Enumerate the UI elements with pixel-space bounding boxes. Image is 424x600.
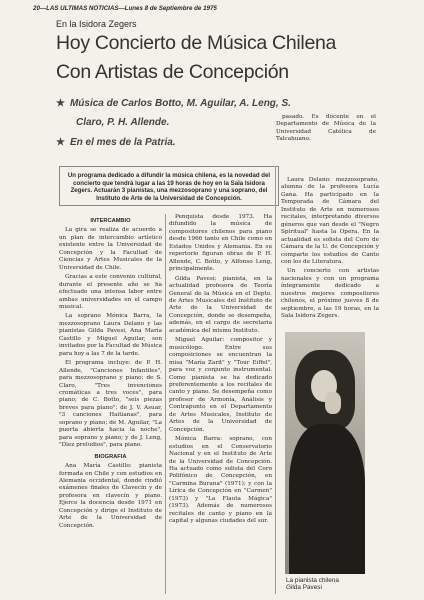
column-1 [59, 214, 162, 600]
subhead-text-2: En el mes de la Patria. [69, 137, 176, 148]
column-divider [165, 214, 166, 594]
paragraph: Laura Delano: mezzosoprano, alumna de la profesora Lucía Gana. Ha participado en la Temporada de Cámara del Instituto de Arte en numerosos recitales, interpretando diversos géneros que van desde el "Negro Spiritual" hasta la Opera. En la actualidad es solista del Coro de Cámara de la U. de Concepción y comparte los estudios de Canto con los de Literatura. [281, 177, 379, 265]
paragraph: La soprano Mónica Barra, la mezzosoprano Laura Delano y las pianistas Gilda Pavesi, Ana María Castillo y Miguel Aguilar, son invitados por la Facultad de Música para hoy a las 7 de la tarde. [59, 313, 162, 357]
paragraph: Gilda Pavesi: pianista, en la actualidad profesora de Teoría General de la Música en el Depto. de Artes Musicales del Instituto de Arte de la Universidad de Concepción, donde se desempeña, además, en el cargo de secretaria académica del mismo Instituto. [169, 275, 272, 334]
photo-hand [325, 392, 341, 414]
subhead-bullet-2 [56, 136, 176, 150]
paragraph: El programa incluye: de P. H. Allende, "Canciones Infantiles", para mezzosoprano y piano; de S. Claro, "Tres invenciones cromáticas a tres voces", para piano; de C. Botto, "seis piezas breves para piano"; de J. V. Asuar, "3 canciones Haitianas", para soprano y piano; de M. Aguilar, "La puerta abierta hacia la noche", para soprano y piano; y de J. Leng, "Diez preludios", para piano. [59, 360, 162, 449]
masthead: 20—LAS ULTIMAS NOTICIAS—Lunes 8 de Septiembre de 1975 [33, 5, 217, 12]
star-icon: ★ [56, 98, 65, 109]
headline-line-1: Hoy Concierto de Música Chilena [56, 32, 337, 54]
pianist-photo [285, 332, 365, 574]
paragraph: Ana María Castillo: pianista formada en Chile y con estudios en Alemania occidental, donde rindió exámenes finales de Clavecín y de profesora en clavecín y piano. Ejerce la docencia desde 1971 en Concepción y dirige el Instituto de Arte de la Universidad de Concepción. [59, 463, 162, 529]
column-2 [169, 214, 272, 600]
subhead-text-1: Música de Carlos Botto, M. Aguilar, A. Leng, S. [69, 98, 291, 109]
paragraph: pasado. Es docente en el Departamento de Música de la Universidad Católica de Talcahuano. [276, 114, 376, 143]
summary-box: Un programa dedicado a difundir la música chilena, es la novedad del concierto que tendrá lugar a las 19 horas de hoy en la Sala Isidora Zegers. Actuarán 3 pianistas, una mezzosoprano y una soprano, del Instituto de Arte de la Universidad de Concepción. [59, 166, 279, 206]
section-subheading: INTERCAMBIO [90, 218, 131, 224]
photo-body [289, 424, 365, 574]
photo-caption [286, 577, 339, 592]
paragraph: Penquista desde 1973. Ha difundido la música de compositores chilenos para piano desde 1966 tanto en Chile como en Estados Unidos y Alemania. En su repertorio figuran obras de P. H. Allende, C. Botto, y Alfonso Leng, principalmente. [169, 214, 272, 273]
subhead-bullet-1-cont: Claro, P. H. Allende. [76, 117, 170, 128]
paragraph: La gira se realiza de acuerdo a un plan de intercambio artístico existente entre la Universidad de Concepción y la Facultad de Ciencias y Artes Musicales de la Universidad de Chile. [59, 227, 162, 271]
column-3-top [276, 114, 376, 162]
paragraph: Un concierto con artistas nacionales y con un programa íntegramente dedicado a nuestros mejores compositores chilenos, el próximo jueves 8 de septiembre, a las 19 horas, en la Sala Isidora Zegers. [281, 268, 379, 320]
caption-line-1: La pianista chilena [286, 577, 339, 584]
paragraph: Gracias a este convenio cultural, durante el presente año se ha efectuado una intensa labor entre ambas universidades en el campo musical. [59, 274, 162, 310]
caption-line-2: Gilda Pavesi [286, 584, 322, 592]
star-icon: ★ [56, 137, 65, 148]
kicker: En la Isidora Zegers [56, 19, 137, 29]
paragraph: Mónica Barra: soprano, con estudios en el Conservatorio Nacional y en el Instituto de Arte de la Universidad de Concepción. Ha actuado como solista del Coro Polifónico de Concepción, en "Carmina Burana" (1971); y con la Lírica de Concepción en "Carmen" (1973) y "La Flauta Mágica" (1973). Además de numerosos recitales de canto y piano en la capital y algunas ciudades del sur. [169, 436, 272, 525]
column-3 [281, 177, 379, 323]
paragraph: Miguel Aguilar: compositor y musicólogo. Entre sus composiciones se encuentran la misa "María Zarit" y "Tour Eiffel", para voz y conjunto instrumental. Como pianista se ha dedicado preferentemente a los recitales de canto y piano. Se desempeña como profesor de Armonía, Análisis y Contrapunto en el Departamento de Artes Musicales, Instituto de Artes de la Universidad de Concepción. [169, 337, 272, 433]
section-subheading: BIOGRAFIA [94, 453, 127, 460]
column-divider [275, 166, 276, 594]
headline-line-2: Con Artistas de Concepción [56, 61, 289, 83]
subhead-bullet-1 [56, 97, 291, 111]
